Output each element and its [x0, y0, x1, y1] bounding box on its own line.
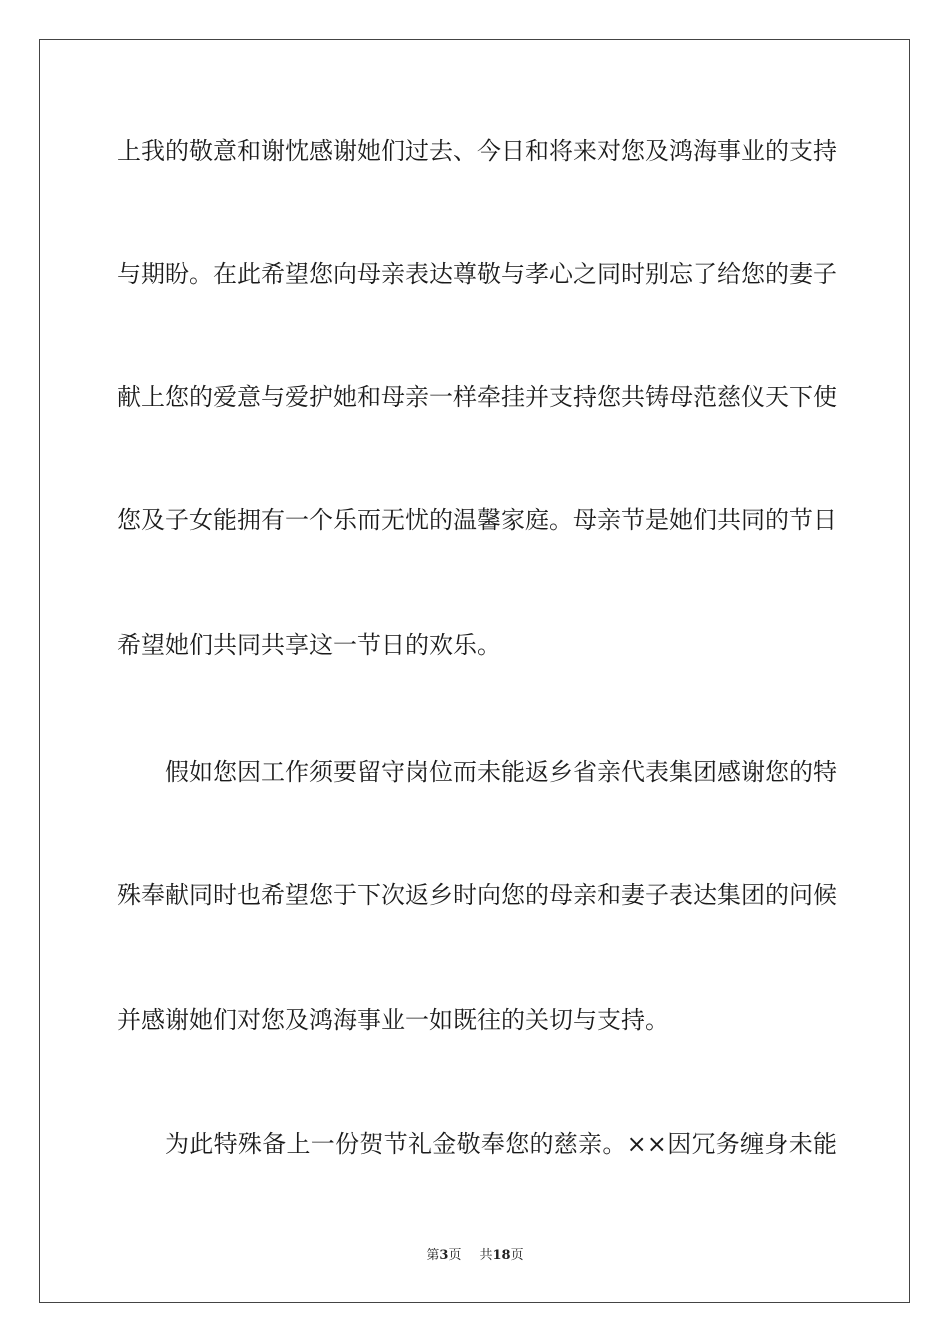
- page-border: [39, 39, 910, 1303]
- paragraph-line: 献上您的爱意与爱护她和母亲一样牵挂并支持您共铸母范慈仪天下使: [117, 383, 837, 411]
- paragraph-line: 为此特殊备上一份贺节礼金敬奉您的慈亲。××因冗务缠身未能: [165, 1130, 837, 1158]
- page-total: 18: [492, 1248, 511, 1263]
- page-suffix: 页: [448, 1248, 462, 1263]
- page-prefix: 第: [426, 1248, 440, 1263]
- total-prefix: 共: [479, 1248, 493, 1263]
- page-footer: [0, 1247, 950, 1265]
- paragraph-line: 希望她们共同共享这一节日的欢乐。: [117, 631, 501, 659]
- paragraph-line: 上我的敬意和谢忱感谢她们过去、今日和将来对您及鸿海事业的支持: [117, 137, 837, 165]
- paragraph-line: 并感谢她们对您及鸿海事业一如既往的关切与支持。: [117, 1006, 669, 1034]
- paragraph-line: 假如您因工作须要留守岗位而未能返乡省亲代表集团感谢您的特: [165, 758, 837, 786]
- total-suffix: 页: [510, 1248, 524, 1263]
- paragraph-line: 殊奉献同时也希望您于下次返乡时向您的母亲和妻子表达集团的问候: [117, 881, 837, 909]
- paragraph-line: 您及子女能拥有一个乐而无忧的温馨家庭。母亲节是她们共同的节日: [117, 506, 837, 534]
- page-number: 3: [439, 1248, 449, 1263]
- paragraph-line: 与期盼。在此希望您向母亲表达尊敬与孝心之同时别忘了给您的妻子: [117, 260, 837, 288]
